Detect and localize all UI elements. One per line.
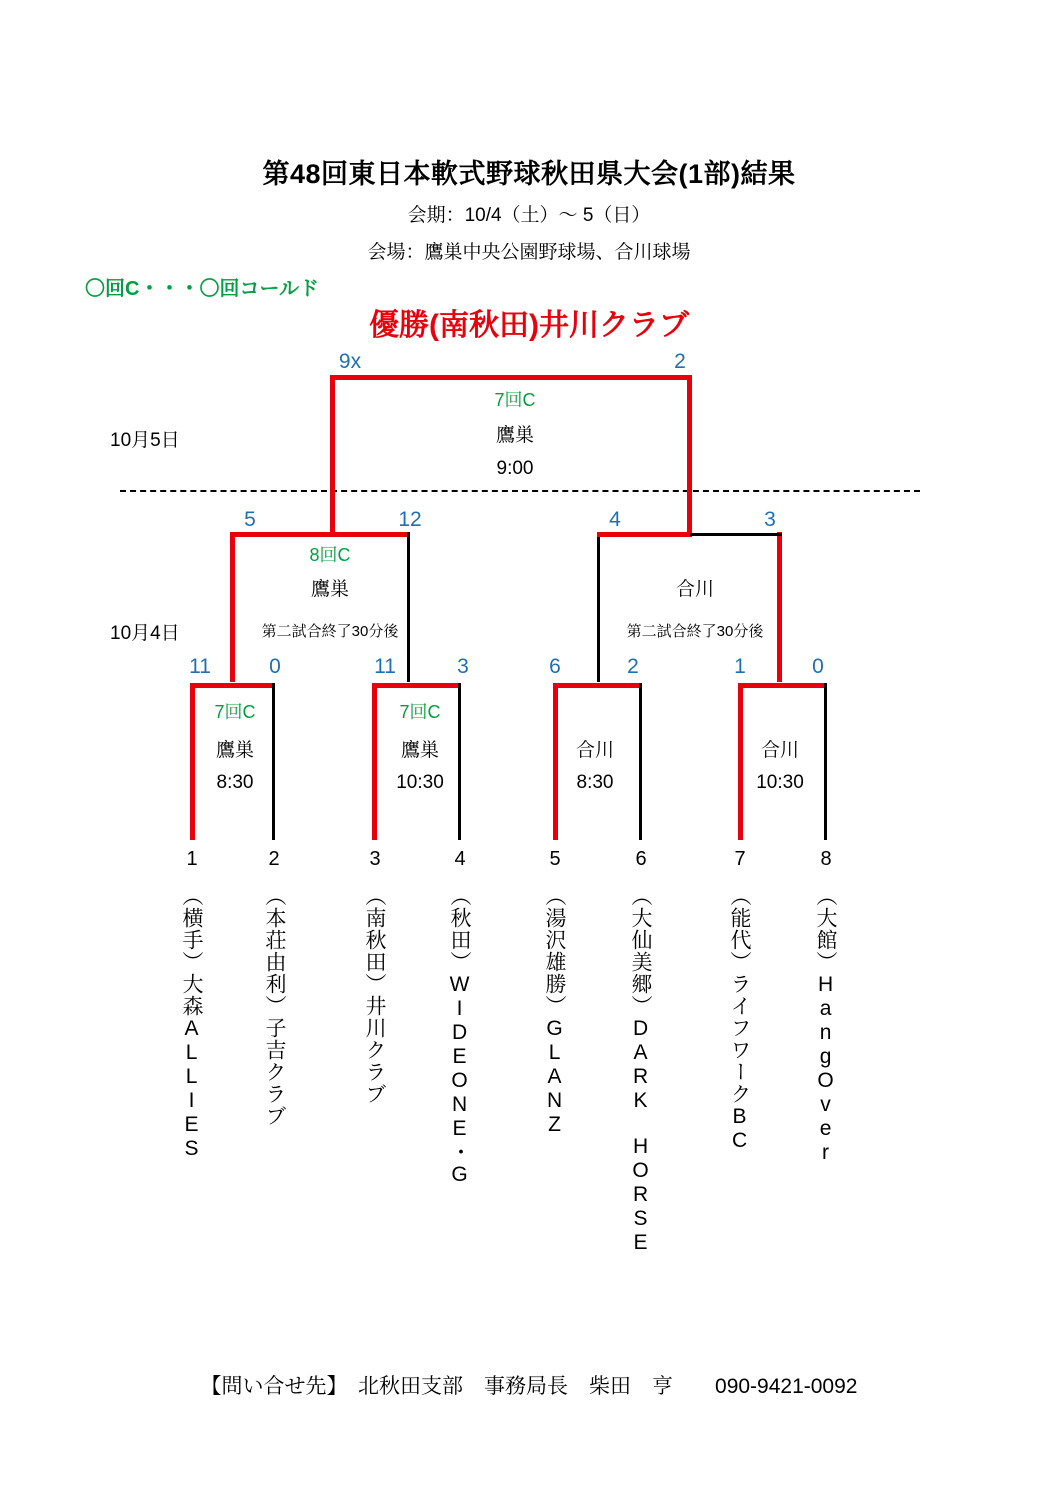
qf3-score-left: 6 — [549, 655, 561, 678]
team-name-7: （能代）ライフワークBC — [728, 885, 752, 1153]
qf4-time: 10:30 — [756, 772, 804, 793]
team-name-8: （大館）HangOver — [814, 885, 838, 1165]
sf1-time: 第二試合終了30分後 — [261, 623, 399, 640]
day-label-oct4: 10月4日 — [110, 623, 180, 644]
final-venue: 鷹巣 — [495, 425, 534, 446]
final-bracket-right-riser — [687, 375, 692, 535]
sf1-score-right: 12 — [398, 508, 422, 531]
team-name-1: （横手）大森ALLIES — [180, 885, 204, 1161]
event-venues: 会場：鷹巣中央公園野球場、合川球場 — [367, 242, 691, 263]
qf4-bracket-right-riser — [824, 683, 827, 840]
qf2-bracket-left-riser — [372, 683, 377, 840]
qf2-venue: 鷹巣 — [400, 740, 439, 761]
qf1-venue: 鷹巣 — [215, 740, 254, 761]
qf4-score-left: 1 — [734, 655, 746, 678]
qf2-score-left: 11 — [374, 655, 396, 678]
qf4-score-right: 0 — [812, 655, 824, 678]
qf4-bracket-left-riser — [738, 683, 743, 840]
qf3-score-right: 2 — [627, 655, 639, 678]
team-name-3: （南秋田）井川クラブ — [363, 885, 387, 1105]
seed-number-3: 3 — [369, 848, 381, 870]
sf2-bracket-top-bar — [597, 532, 692, 537]
seed-number-1: 1 — [186, 848, 198, 870]
team-name-6: （大仙美郷）DARK HORSE — [629, 885, 653, 1255]
team-name-5: （湯沢雄勝）GLANZ — [543, 885, 567, 1137]
sf1-score-left: 5 — [244, 508, 256, 531]
final-score-right: 2 — [674, 350, 686, 373]
seed-number-2: 2 — [268, 848, 280, 870]
sf2-score-left: 4 — [609, 508, 621, 531]
cold-game-legend: 〇回C・・・〇回コールド — [85, 278, 320, 300]
qf1-bracket-top-bar — [190, 683, 275, 688]
final-time: 9:00 — [496, 458, 534, 479]
sf2-time: 第二試合終了30分後 — [626, 623, 764, 640]
final-score-left: 9x — [338, 350, 362, 373]
page-title: 第48回東日本軟式野球秋田県大会(1部)結果 — [262, 159, 796, 189]
final-cold: 7回C — [494, 390, 536, 410]
day-divider — [120, 490, 920, 492]
seed-number-6: 6 — [635, 848, 647, 870]
qf3-bracket-top-bar — [553, 683, 641, 688]
qf3-time: 8:30 — [576, 772, 614, 793]
qf1-score-right: 0 — [269, 655, 281, 678]
qf1-bracket-right-riser — [272, 683, 275, 840]
team-name-2: （本荘由利）子吉クラブ — [263, 885, 287, 1127]
qf1-time: 8:30 — [216, 772, 254, 793]
final-bracket-left-riser — [330, 375, 335, 535]
qf3-venue: 合川 — [575, 740, 614, 761]
seed-number-4: 4 — [454, 848, 466, 870]
sf2-venue: 合川 — [675, 579, 714, 600]
seed-number-7: 7 — [734, 848, 746, 870]
seed-number-8: 8 — [820, 848, 832, 870]
qf2-bracket-right-riser — [458, 683, 461, 840]
sf2-bracket-right-riser — [777, 532, 782, 682]
qf3-bracket-right-riser — [639, 683, 642, 840]
champion-label: 優勝(南秋田)井川クラブ — [369, 309, 689, 342]
sf1-bracket-top-bar — [230, 532, 410, 537]
contact-footer: 【問い合せ先】 北秋田支部 事務局長 柴田 亨 090-9421-0092 — [200, 1375, 858, 1398]
qf4-bracket-top-bar — [738, 683, 826, 688]
sf1-venue: 鷹巣 — [310, 579, 349, 600]
final-bracket-top-bar — [330, 375, 692, 380]
qf4-venue: 合川 — [760, 740, 799, 761]
event-dates: 会期：10/4（土）～ 5（日） — [407, 205, 651, 226]
day-label-oct5: 10月5日 — [110, 430, 180, 451]
sf2-score-right: 3 — [764, 508, 776, 531]
qf1-bracket-left-riser — [190, 683, 195, 840]
qf1-score-left: 11 — [189, 655, 211, 678]
qf3-bracket-left-riser — [553, 683, 558, 840]
seed-number-5: 5 — [549, 848, 561, 870]
qf2-bracket-top-bar — [372, 683, 460, 688]
sf1-cold: 8回C — [309, 545, 351, 565]
team-name-4: （秋田）WIDEONE・G — [448, 885, 472, 1187]
qf1-cold: 7回C — [214, 702, 256, 722]
qf2-time: 10:30 — [396, 772, 444, 793]
qf2-cold: 7回C — [399, 702, 441, 722]
sf2-bracket-top-bar-right — [690, 533, 782, 536]
qf2-score-right: 3 — [457, 655, 469, 678]
